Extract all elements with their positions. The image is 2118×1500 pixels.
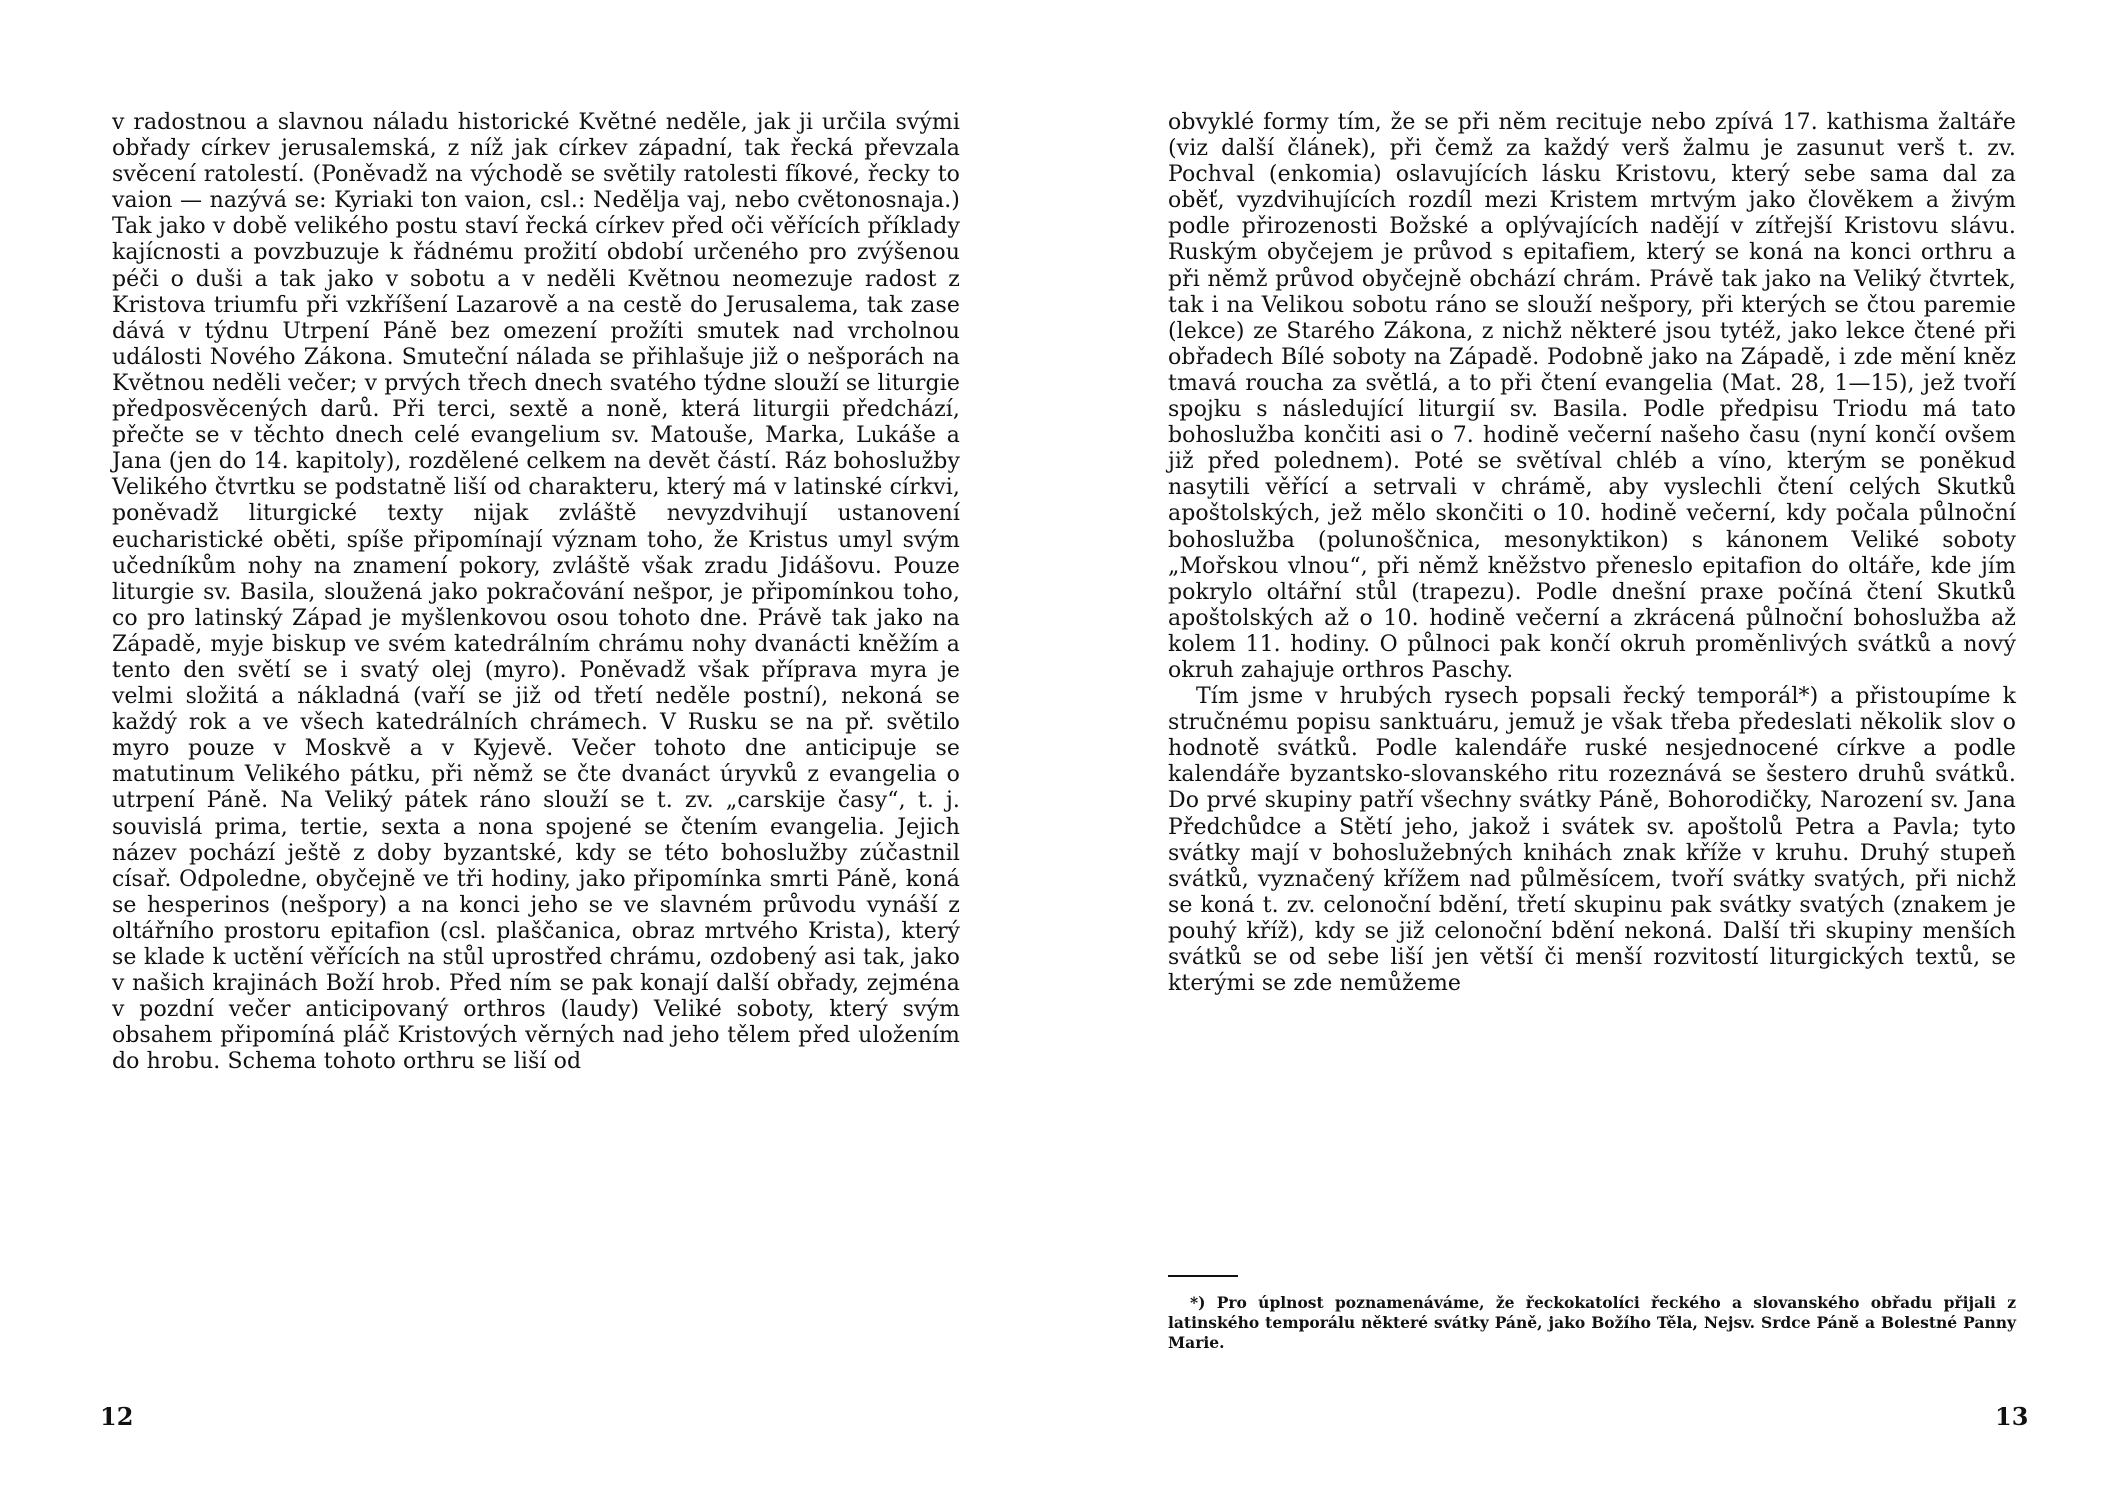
page-number-left: 12 [100,1402,134,1431]
footnote-text: *) Pro úplnost poznamenáváme, že řeckokatolíci řeckého a slovanského obřadu přijali z latinského temporálu některé svátky Páně, jako Božího Těla, Nejsv. Srdce Páně a Bolestné Panny Marie. [1168,1293,2016,1352]
right-page [1059,0,2118,1500]
left-page-body [112,110,960,1075]
right-paragraph-1: obvyklé formy tím, že se při něm recituje nebo zpívá 17. kathisma žaltáře (viz další článek), při čemž za každý verš žalmu je zasunut verš t. zv. Pochval (enkomia) oslavujících lásku Kristovu, který sebe sama dal za oběť, vyzdvihujících rozdíl mezi Kristem mrtvým jako člověkem a živým podle přirozenosti Božské a oplývajících nadějí v zítřejší Kristovu slávu. Ruským obyčejem je průvod s epitafiem, který se koná na konci orthru a při němž průvod obyčejně obchází chrám. Právě tak jako na Veliký čtvrtek, tak i na Velikou sobotu ráno se slouží nešpory, při kterých se čtou paremie (lekce) ze Starého Zákona, z nichž některé jsou tytéž, jako lekce čtené při obřadech Bílé soboty na Západě. Podobně jako na Západě, i zde mění kněz tmavá roucha za světlá, a to při čtení evangelia (Mat. 28, 1—15), jež tvoří spojku s následující liturgií sv. Basila. Podle předpisu Triodu má tato bohoslužba končiti asi o 7. hodině večerní našeho času (nyní končí ovšem již před polednem). Poté se světíval chléb a víno, kterým se poněkud nasytili věřící a setrvali v chrámě, aby vyslechli čtení celých Skutků apoštolských, jež mělo skončiti o 10. hodině večerní, kdy počala půlnoční bohoslužba (polunoščnica, mesonyktikon) s kánonem Veliké soboty „Mořskou vlnou“, při němž kněžstvo přeneslo epitafion do oltáře, kde jím pokrylo oltářní stůl (trapezu). Podle dnešní praxe počíná čtení Skutků apoštolských až o 10. hodině večerní a zkrácená půlnoční bohoslužba až kolem 11. hodiny. O půlnoci pak končí okruh proměnlivých svátků a nový okruh zahajuje orthros Paschy. [1168,110,2016,683]
right-page-body [1168,110,2016,997]
right-paragraph-2: Tím jsme v hrubých rysech popsali řecký temporál*) a přistoupíme k stručnému popisu sanktuáru, jemuž je však třeba předeslati několik slov o hodnotě svátků. Podle kalendáře ruské nesjednocené církve a podle kalendáře byzantsko-slovanského ritu rozeznává se šestero druhů svátků. Do prvé skupiny patří všechny svátky Páně, Bohorodičky, Narození sv. Jana Předchůdce a Stětí jeho, jakož i svátek sv. apoštolů Petra a Pavla; tyto svátky mají v bohoslužebných knihách znak kříže v kruhu. Druhý stupeň svátků, vyznačený křížem nad půlměsícem, tvoří svátky svatých, při nichž se koná t. zv. celonoční bdění, třetí skupinu pak svátky svatých (znakem je pouhý kříž), kdy se již celonoční bdění nekoná. Další tři skupiny menších svátků se od sebe liší jen větší či menší rozvitostí liturgických textů, se kterými se zde nemůžeme [1168,684,2016,997]
page-number-right: 13 [1995,1402,2029,1431]
footnote-divider [1168,1275,1238,1277]
left-paragraph-1: v radostnou a slavnou náladu historické Květné neděle, jak ji určila svými obřady církev jerusalemská, z níž jak církev západní, tak řecká převzala svěcení ratolestí. (Poněvadž na východě se světily ratolesti fíkové, řecky to vaion — nazývá se: Kyriaki ton vaion, csl.: Nedělja vaj, nebo cvětonosnaja.) Tak jako v době velikého postu staví řecká církev před oči věřících příklady kajícnosti a povzbuzuje k řádnému prožití období určeného pro zvýšenou péči o duši a tak jako v sobotu a v neděli Květnou neomezuje radost z Kristova triumfu při vzkříšení Lazarově a na cestě do Jerusalema, tak zase dává v týdnu Utrpení Páně bez omezení prožíti smutek nad vrcholnou události Nového Zákona. Smuteční nálada se přihlašuje již o nešporách na Květnou neděli večer; v prvých třech dnech svatého týdne slouží se liturgie předposvěcených darů. Při terci, sextě a noně, která liturgii předchází, přečte se v těchto dnech celé evangelium sv. Matouše, Marka, Lukáše a Jana (jen do 14. kapitoly), rozdělené celkem na devět částí. Ráz bohoslužby Velikého čtvrtku se podstatně liší od charakteru, který má v latinské církvi, poněvadž liturgické texty nijak zvláště nevyzdvihují ustanovení eucharistické oběti, spíše připomínají význam toho, že Kristus umyl svým učedníkům nohy na znamení pokory, zvláště však zradu Jidášovu. Pouze liturgie sv. Basila, sloužená jako pokračování nešpor, je připomínkou toho, co pro latinský Západ je myšlenkovou osou tohoto dne. Právě tak jako na Západě, myje biskup ve svém katedrálním chrámu nohy dvanácti kněžím a tento den světí se i svatý olej (myro). Poněvadž však příprava myra je velmi složitá a nákladná (vaří se již od třetí neděle postní), nekoná se každý rok a ve všech katedrálních chrámech. V Rusku se na př. světilo myro pouze v Moskvě a v Kyjevě. Večer tohoto dne anticipuje se matutinum Velikého pátku, při němž se čte dvanáct úryvků z evangelia o utrpení Páně. Na Veliký pátek ráno slouží se t. zv. „carskije časy“, t. j. souvislá prima, tertie, sexta a nona spojené se čtením evangelia. Jejich název pochází ještě z doby byzantské, kdy se této bohoslužby zúčastnil císař. Odpoledne, obyčejně ve tři hodiny, jako připomínka smrti Páně, koná se hesperinos (nešpory) a na konci jeho se ve slavném průvodu vynáší z oltářního prostoru epitafion (csl. plaščanica, obraz mrtvého Krista), který se klade k uctění věřících na stůl uprostřed chrámu, ozdobený asi tak, jako v našich krajinách Boží hrob. Před ním se pak konají další obřady, zejména v pozdní večer anticipovaný orthros (laudy) Veliké soboty, který svým obsahem připomíná pláč Kristových věrných nad jeho tělem před uložením do hrobu. Schema tohoto orthru se liší od [112,110,960,1075]
footnote [1168,1293,2016,1353]
